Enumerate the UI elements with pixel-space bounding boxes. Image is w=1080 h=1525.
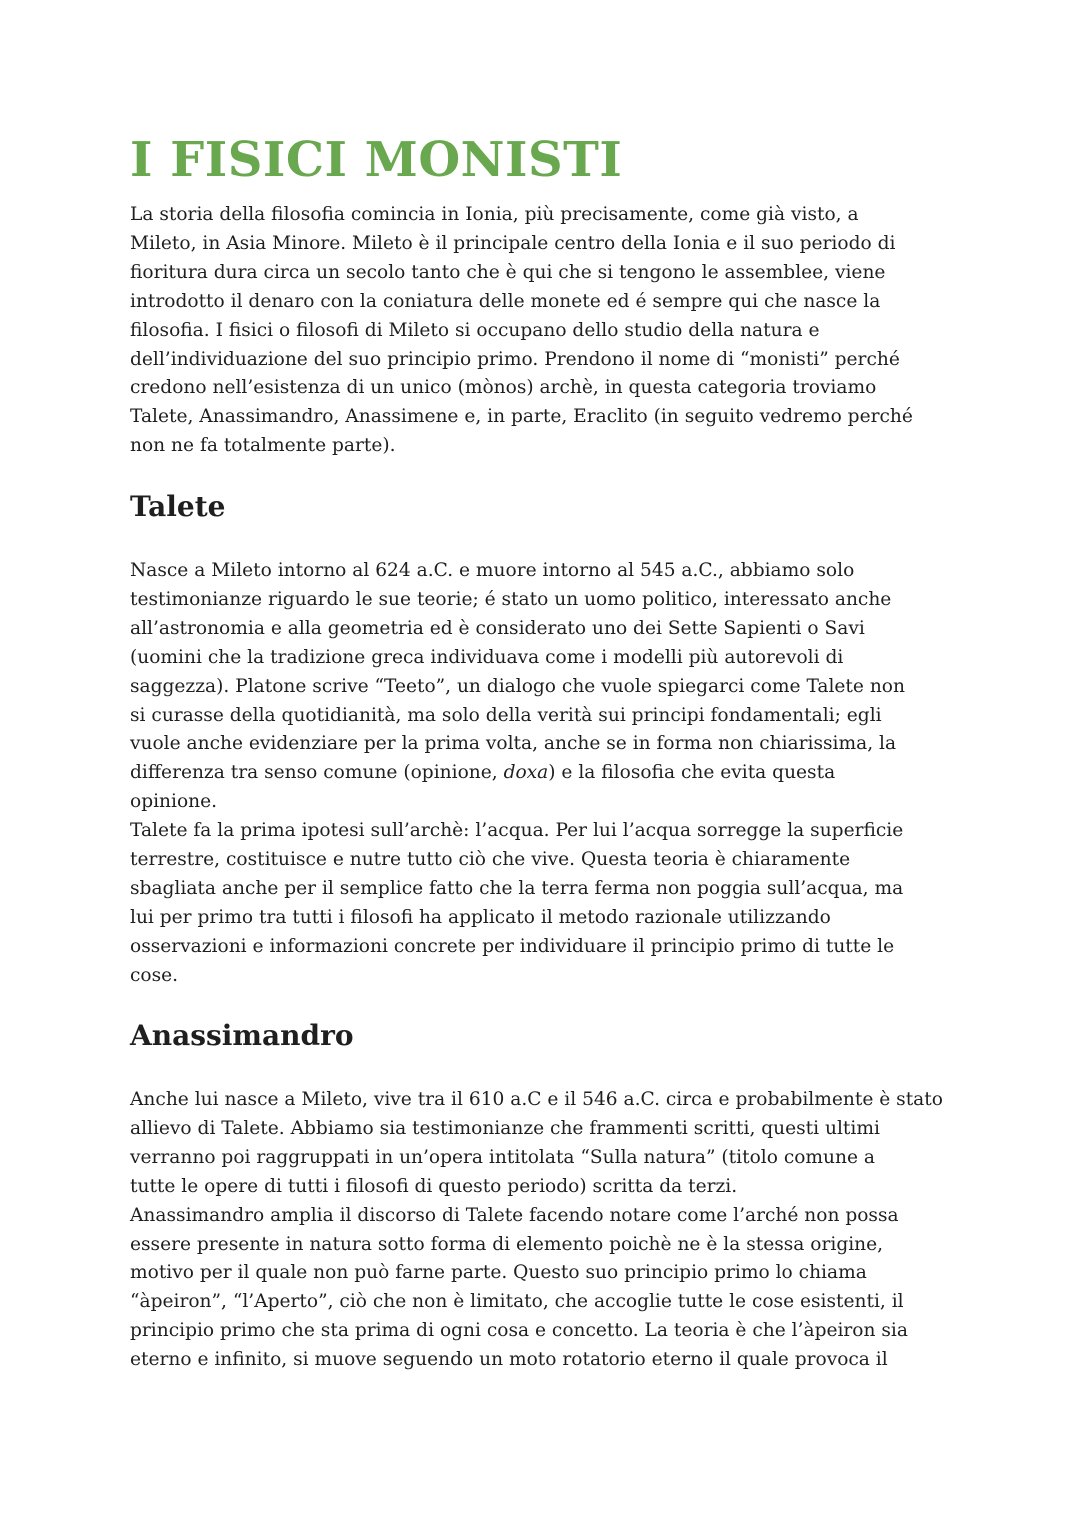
talete-paragraph [130, 557, 960, 991]
anassimandro-paragraph [130, 1086, 960, 1375]
text-line: lui per primo tra tutti i filosofi ha applicato il metodo razionale utilizzando [130, 906, 831, 928]
text-line: fioritura dura circa un secolo tanto che è qui che si tengono le assemblee, viene [130, 261, 886, 283]
text-line: credono nell’esistenza di un unico (mònos) archè, in questa categoria troviamo [130, 377, 877, 399]
text-line: motivo per il quale non può farne parte. Questo suo principio primo lo chiama [130, 1262, 867, 1284]
text-segment: ) e la filosofia che evita questa [548, 762, 836, 784]
section-heading-anassimandro: Anassimandro [130, 1019, 354, 1052]
text-line: opinione. [130, 791, 218, 813]
text-line: saggezza). Platone scrive “Teeto”, un dialogo che vuole spiegarci come Talete non [130, 675, 905, 697]
text-line: si curasse della quotidianità, ma solo della verità sui principi fondamentali; egli [130, 704, 882, 726]
text-line: filosofia. I fisici o filosofi di Mileto si occupano dello studio della natura e [130, 319, 820, 341]
text-line: allievo di Talete. Abbiamo sia testimonianze che frammenti scritti, questi ultimi [130, 1117, 880, 1139]
text-line: sbagliata anche per il semplice fatto che la terra ferma non poggia sull’acqua, ma [130, 877, 904, 899]
text-line [130, 759, 960, 788]
text-line: vuole anche evidenziare per la prima volta, anche se in forma non chiarissima, la [130, 733, 897, 755]
text-line: essere presente in natura sotto forma di elemento poichè ne è la stessa origine, [130, 1233, 884, 1255]
text-line: Talete fa la prima ipotesi sull’archè: l’acqua. Per lui l’acqua sorregge la superficie [130, 820, 904, 842]
intro-paragraph [130, 201, 960, 461]
text-line: La storia della filosofia comincia in Ionia, più precisamente, come già visto, a [130, 204, 859, 225]
text-line: osservazioni e informazioni concrete per individuare il principio primo di tutte le [130, 935, 895, 957]
text-line: cose. [130, 964, 179, 986]
text-line: Nasce a Mileto intorno al 624 a.C. e muore intorno al 545 a.C., abbiamo solo [130, 560, 855, 581]
text-line: terrestre, costituisce e nutre tutto ciò che vive. Questa teoria è chiaramente [130, 849, 851, 871]
text-line: Mileto, in Asia Minore. Mileto è il principale centro della Ionia e il suo periodo di [130, 232, 896, 254]
text-line: eterno e infinito, si muove seguendo un moto rotatorio eterno il quale provoca il [130, 1349, 888, 1371]
text-line: Talete, Anassimandro, Anassimene e, in parte, Eraclito (in seguito vedremo perché [130, 406, 913, 428]
text-line: non ne fa totalmente parte). [130, 435, 396, 457]
text-line: introdotto il denaro con la coniatura delle monete ed é sempre qui che nasce la [130, 290, 881, 312]
text-line: (uomini che la tradizione greca individuava come i modelli più autorevoli di [130, 646, 844, 668]
text-line: principio primo che sta prima di ogni cosa e concetto. La teoria è che l’àpeiron sia [130, 1320, 908, 1342]
text-line: tutte le opere di tutti i filosofi di questo periodo) scritta da terzi. [130, 1175, 738, 1197]
text-segment: differenza tra senso comune (opinione, [130, 762, 504, 784]
text-line: dell’individuazione del suo principio primo. Prendono il nome di “monisti” perché [130, 348, 900, 370]
text-line: verranno poi raggruppati in un’opera intitolata “Sulla natura” (titolo comune a [130, 1146, 876, 1168]
section-heading-talete: Talete [130, 490, 226, 523]
text-line: Anassimandro amplia il discorso di Talete facendo notare come l’arché non possa [130, 1204, 899, 1226]
text-line: all’astronomia e alla geometria ed è considerato uno dei Sette Sapienti o Savi [130, 617, 865, 639]
italic-term: doxa [503, 762, 549, 784]
text-line: testimonianze riguardo le sue teorie; é stato un uomo politico, interessato anche [130, 588, 892, 610]
page-title: I FISICI MONISTI [130, 132, 623, 188]
text-line: “àpeiron”, “l’Aperto”, ciò che non è limitato, che accoglie tutte le cose esistenti, il [130, 1291, 904, 1313]
text-line: Anche lui nasce a Mileto, vive tra il 610 a.C e il 546 a.C. circa e probabilmente è stato [130, 1089, 943, 1110]
